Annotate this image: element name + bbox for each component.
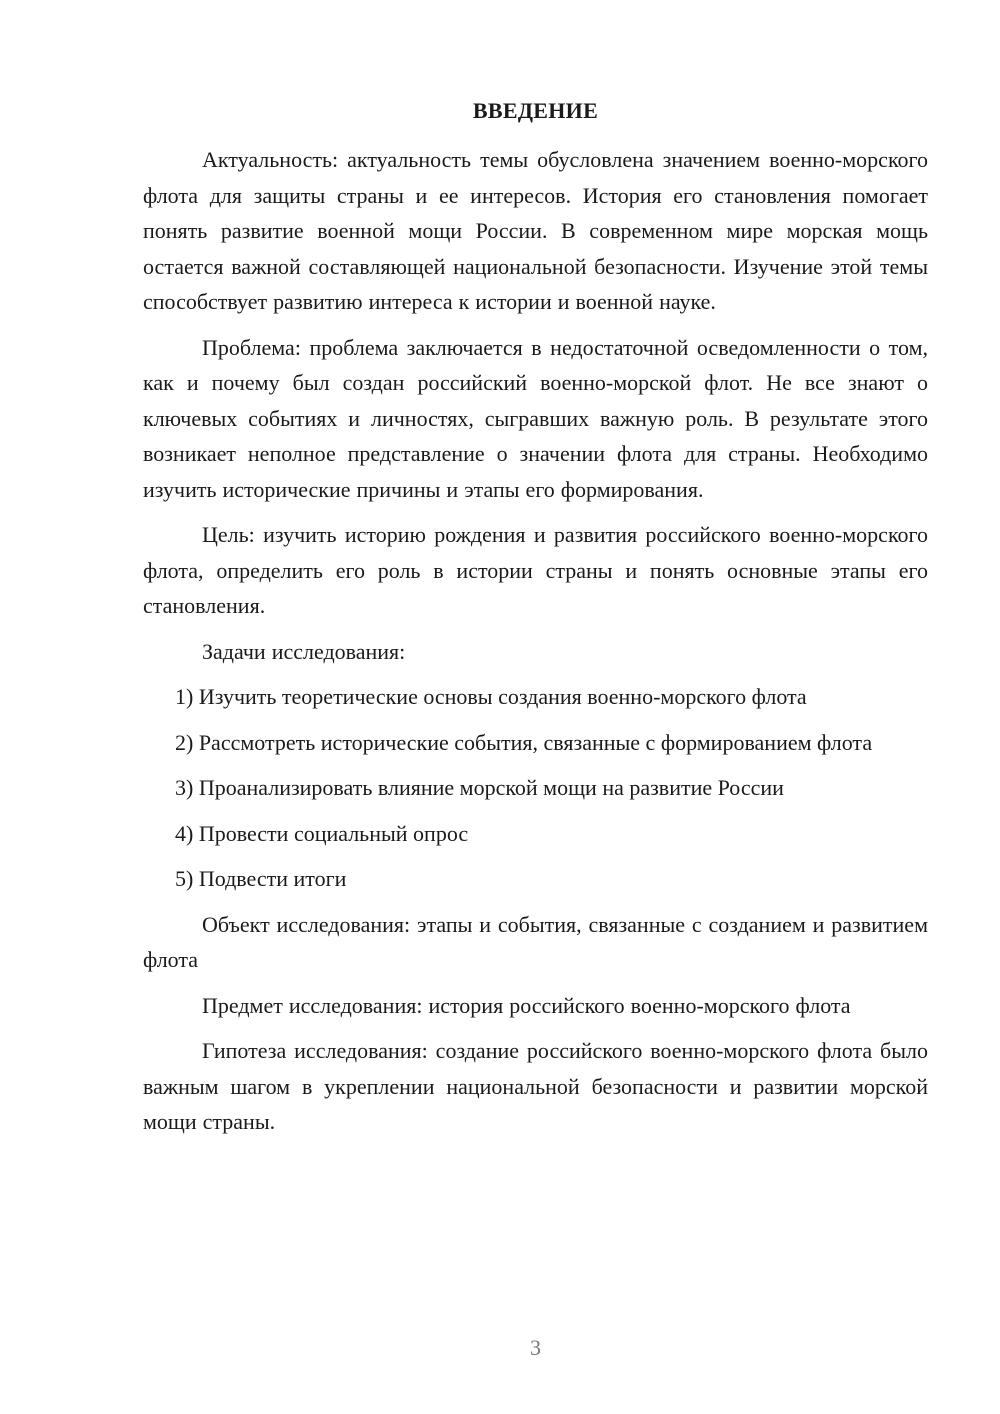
document-body: [143, 142, 928, 1150]
document-page: [143, 0, 928, 1414]
task-item-5: 5) Подвести итоги: [175, 866, 347, 891]
section-title: ВВЕДЕНИЕ: [472, 98, 599, 123]
paragraph-object: Объект исследования: этапы и события, связанные с созданием и развитием флота: [143, 911, 928, 972]
task-item-1: 1) Изучить теоретические основы создания военно-морского флота: [175, 684, 807, 709]
task-item-2: 2) Рассмотреть исторические события, связанные с формированием флота: [175, 729, 873, 755]
task-item-3: 3) Проанализировать влияние морской мощи на развитие России: [175, 775, 784, 800]
task-item-4: 4) Провести социальный опрос: [175, 820, 469, 846]
paragraph-hypothesis: Гипотеза исследования: создание российского военно-морского флота было важным шагом в укреплении национальной безопасности и развитии морской мощи страны.: [143, 1038, 928, 1134]
paragraph-goal: Цель: изучить историю рождения и развития российского военно-морского флота, определить его роль в истории страны и понять основные этапы его становления.: [143, 522, 928, 618]
page-number: 3: [530, 1335, 541, 1360]
paragraph-tasks-heading: Задачи исследования:: [202, 638, 406, 664]
paragraph-subject: Предмет исследования: история российского военно-морского флота: [202, 992, 851, 1018]
paragraph-problem: Проблема: проблема заключается в недостаточной осведомленности о том, как и почему был создан российский военно-морской флот. Не все знают о ключевых событиях и личностях, сыгравших важную роль. В результате этого возникает неполное представление о значении флота для страны. Необходимо изучить исторические причины и этапы его формирования.: [143, 334, 928, 502]
paragraph-relevance: Актуальность: актуальность темы обусловлена значением военно-морского флота для защиты страны и ее интересов. История его становления помогает понять развитие военной мощи России. В современном мире морская мощь остается важной составляющей национальной безопасности. Изучение этой темы способствует развитию интереса к истории и военной науке.: [143, 147, 928, 314]
